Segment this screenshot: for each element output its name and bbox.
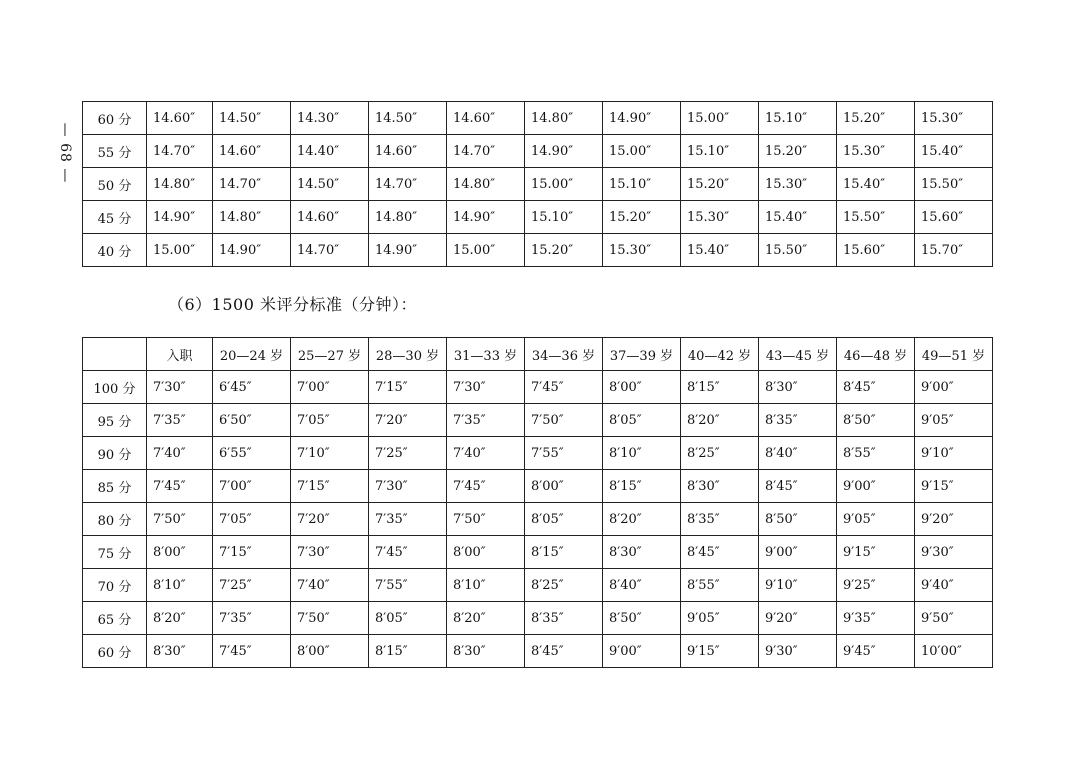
time-cell: 7′15″ [369,371,447,404]
page-number: — 68 — [57,122,73,184]
time-cell: 15.10″ [525,201,603,234]
time-cell: 7′40″ [291,569,369,602]
time-cell: 7′40″ [447,437,525,470]
time-cell: 9′15″ [837,536,915,569]
score-label-cell: 65 分 [83,602,147,635]
time-cell: 15.00″ [147,234,213,267]
time-cell: 9′25″ [837,569,915,602]
time-cell: 7′25″ [213,569,291,602]
time-cell: 7′30″ [291,536,369,569]
time-cell: 8′00″ [447,536,525,569]
time-cell: 9′50″ [915,602,993,635]
time-cell: 6′55″ [213,437,291,470]
score-label-cell: 85 分 [83,470,147,503]
time-cell: 9′10″ [759,569,837,602]
score-label-cell: 60 分 [83,102,147,135]
time-cell: 14.50″ [291,168,369,201]
table-row [83,135,993,168]
time-cell: 8′30″ [681,470,759,503]
time-cell: 15.00″ [447,234,525,267]
time-cell: 8′30″ [759,371,837,404]
time-cell: 8′30″ [603,536,681,569]
table-row [83,536,993,569]
time-cell: 14.40″ [291,135,369,168]
time-cell: 7′30″ [447,371,525,404]
time-cell: 15.20″ [525,234,603,267]
score-label-cell: 50 分 [83,168,147,201]
time-cell: 9′20″ [915,503,993,536]
time-cell: 9′00″ [837,470,915,503]
time-cell: 8′00″ [291,635,369,668]
time-cell: 14.50″ [369,102,447,135]
time-cell: 6′45″ [213,371,291,404]
time-cell: 14.80″ [147,168,213,201]
table-row [83,371,993,404]
time-cell: 14.80″ [369,201,447,234]
time-cell: 7′45″ [447,470,525,503]
time-cell: 7′15″ [213,536,291,569]
table-row [83,168,993,201]
time-cell: 8′45″ [837,371,915,404]
time-cell: 14.60″ [291,201,369,234]
time-cell: 14.60″ [147,102,213,135]
time-cell: 8′20″ [681,404,759,437]
time-cell: 15.00″ [681,102,759,135]
time-cell: 15.10″ [603,168,681,201]
time-cell: 14.80″ [447,168,525,201]
time-cell: 14.70″ [213,168,291,201]
time-cell: 9′15″ [681,635,759,668]
time-cell: 7′30″ [369,470,447,503]
time-cell: 8′35″ [681,503,759,536]
column-header: 49—51 岁 [915,338,993,371]
time-cell: 8′30″ [147,635,213,668]
time-cell: 6′50″ [213,404,291,437]
time-cell: 14.60″ [447,102,525,135]
time-cell: 15.30″ [603,234,681,267]
time-cell: 7′35″ [147,404,213,437]
time-cell: 8′25″ [525,569,603,602]
time-cell: 8′20″ [447,602,525,635]
time-cell: 8′50″ [837,404,915,437]
time-cell: 9′05″ [681,602,759,635]
table-row [83,102,993,135]
time-cell: 14.80″ [213,201,291,234]
time-cell: 7′50″ [447,503,525,536]
time-cell: 7′45″ [213,635,291,668]
time-cell: 9′00″ [759,536,837,569]
score-label-cell: 80 分 [83,503,147,536]
time-cell: 9′05″ [837,503,915,536]
time-cell: 9′05″ [915,404,993,437]
time-cell: 9′00″ [915,371,993,404]
time-cell: 9′35″ [837,602,915,635]
time-cell: 8′30″ [447,635,525,668]
time-cell: 7′50″ [147,503,213,536]
time-cell: 15.50″ [837,201,915,234]
time-cell: 14.80″ [525,102,603,135]
time-cell: 15.10″ [681,135,759,168]
time-cell: 15.60″ [915,201,993,234]
time-cell: 7′20″ [369,404,447,437]
time-cell: 7′40″ [147,437,213,470]
time-cell: 8′25″ [681,437,759,470]
score-label-cell: 70 分 [83,569,147,602]
time-cell: 8′05″ [603,404,681,437]
time-cell: 8′10″ [147,569,213,602]
time-cell: 8′05″ [369,602,447,635]
table-row [83,404,993,437]
column-header: 37—39 岁 [603,338,681,371]
time-cell: 8′35″ [759,404,837,437]
column-header: 43—45 岁 [759,338,837,371]
time-cell: 8′35″ [525,602,603,635]
column-header: 34—36 岁 [525,338,603,371]
time-cell: 14.50″ [213,102,291,135]
time-cell: 7′45″ [525,371,603,404]
time-cell: 7′15″ [291,470,369,503]
time-cell: 15.50″ [915,168,993,201]
column-header: 28—30 岁 [369,338,447,371]
time-cell: 7′45″ [147,470,213,503]
time-cell: 15.40″ [915,135,993,168]
corner-cell [83,338,147,371]
time-cell: 7′10″ [291,437,369,470]
time-cell: 15.20″ [759,135,837,168]
time-cell: 8′15″ [525,536,603,569]
time-cell: 7′35″ [213,602,291,635]
column-header: 31—33 岁 [447,338,525,371]
time-cell: 9′45″ [837,635,915,668]
time-cell: 7′30″ [147,371,213,404]
score-label-cell: 75 分 [83,536,147,569]
time-cell: 15.20″ [681,168,759,201]
time-cell: 15.30″ [759,168,837,201]
time-cell: 15.70″ [915,234,993,267]
time-cell: 9′10″ [915,437,993,470]
time-cell: 15.00″ [603,135,681,168]
time-cell: 8′00″ [147,536,213,569]
time-cell: 7′55″ [525,437,603,470]
time-cell: 15.40″ [681,234,759,267]
time-cell: 9′30″ [915,536,993,569]
time-cell: 7′55″ [369,569,447,602]
score-label-cell: 45 分 [83,201,147,234]
time-cell: 15.40″ [759,201,837,234]
time-cell: 7′35″ [447,404,525,437]
time-cell: 14.70″ [147,135,213,168]
time-cell: 8′45″ [525,635,603,668]
column-header: 46—48 岁 [837,338,915,371]
column-header: 20—24 岁 [213,338,291,371]
time-cell: 8′20″ [603,503,681,536]
score-label-cell: 60 分 [83,635,147,668]
time-cell: 15.20″ [837,102,915,135]
time-cell: 7′35″ [369,503,447,536]
time-cell: 14.90″ [147,201,213,234]
time-cell: 8′20″ [147,602,213,635]
score-table-continued [82,101,993,267]
table-row [83,569,993,602]
time-cell: 9′30″ [759,635,837,668]
time-cell: 14.60″ [369,135,447,168]
time-cell: 15.40″ [837,168,915,201]
time-cell: 14.90″ [447,201,525,234]
time-cell: 7′50″ [525,404,603,437]
time-cell: 14.30″ [291,102,369,135]
time-cell: 14.70″ [369,168,447,201]
time-cell: 14.70″ [291,234,369,267]
time-cell: 7′20″ [291,503,369,536]
time-cell: 8′05″ [525,503,603,536]
time-cell: 8′40″ [759,437,837,470]
table-row [83,602,993,635]
column-header: 25—27 岁 [291,338,369,371]
section-heading-1500m: （6）1500 米评分标准（分钟）： [168,295,417,314]
time-cell: 8′10″ [603,437,681,470]
time-cell: 8′45″ [681,536,759,569]
time-cell: 14.90″ [213,234,291,267]
time-cell: 14.70″ [447,135,525,168]
time-cell: 10′00″ [915,635,993,668]
time-cell: 8′45″ [759,470,837,503]
time-cell: 7′05″ [291,404,369,437]
score-label-cell: 40 分 [83,234,147,267]
time-cell: 7′25″ [369,437,447,470]
score-label-cell: 95 分 [83,404,147,437]
time-cell: 14.90″ [369,234,447,267]
time-cell: 8′55″ [681,569,759,602]
score-table-1500m [82,337,993,668]
table-row [83,503,993,536]
time-cell: 8′00″ [525,470,603,503]
time-cell: 9′20″ [759,602,837,635]
time-cell: 7′05″ [213,503,291,536]
time-cell: 8′50″ [603,602,681,635]
table-row [83,234,993,267]
column-header: 入职 [147,338,213,371]
table-row [83,635,993,668]
time-cell: 8′40″ [603,569,681,602]
time-cell: 15.20″ [603,201,681,234]
table-row [83,201,993,234]
time-cell: 9′00″ [603,635,681,668]
time-cell: 7′00″ [213,470,291,503]
table-row [83,470,993,503]
time-cell: 15.50″ [759,234,837,267]
time-cell: 7′45″ [369,536,447,569]
time-cell: 8′00″ [603,371,681,404]
time-cell: 8′10″ [447,569,525,602]
header-row [83,338,993,371]
time-cell: 14.90″ [525,135,603,168]
time-cell: 8′15″ [681,371,759,404]
score-label-cell: 90 分 [83,437,147,470]
time-cell: 9′40″ [915,569,993,602]
time-cell: 7′00″ [291,371,369,404]
time-cell: 14.90″ [603,102,681,135]
time-cell: 14.60″ [213,135,291,168]
time-cell: 8′15″ [603,470,681,503]
score-label-cell: 55 分 [83,135,147,168]
time-cell: 9′15″ [915,470,993,503]
time-cell: 7′50″ [291,602,369,635]
time-cell: 8′50″ [759,503,837,536]
column-header: 40—42 岁 [681,338,759,371]
time-cell: 15.60″ [837,234,915,267]
time-cell: 15.00″ [525,168,603,201]
time-cell: 8′55″ [837,437,915,470]
time-cell: 15.30″ [681,201,759,234]
score-label-cell: 100 分 [83,371,147,404]
time-cell: 15.10″ [759,102,837,135]
table-row [83,437,993,470]
time-cell: 8′15″ [369,635,447,668]
time-cell: 15.30″ [837,135,915,168]
time-cell: 15.30″ [915,102,993,135]
